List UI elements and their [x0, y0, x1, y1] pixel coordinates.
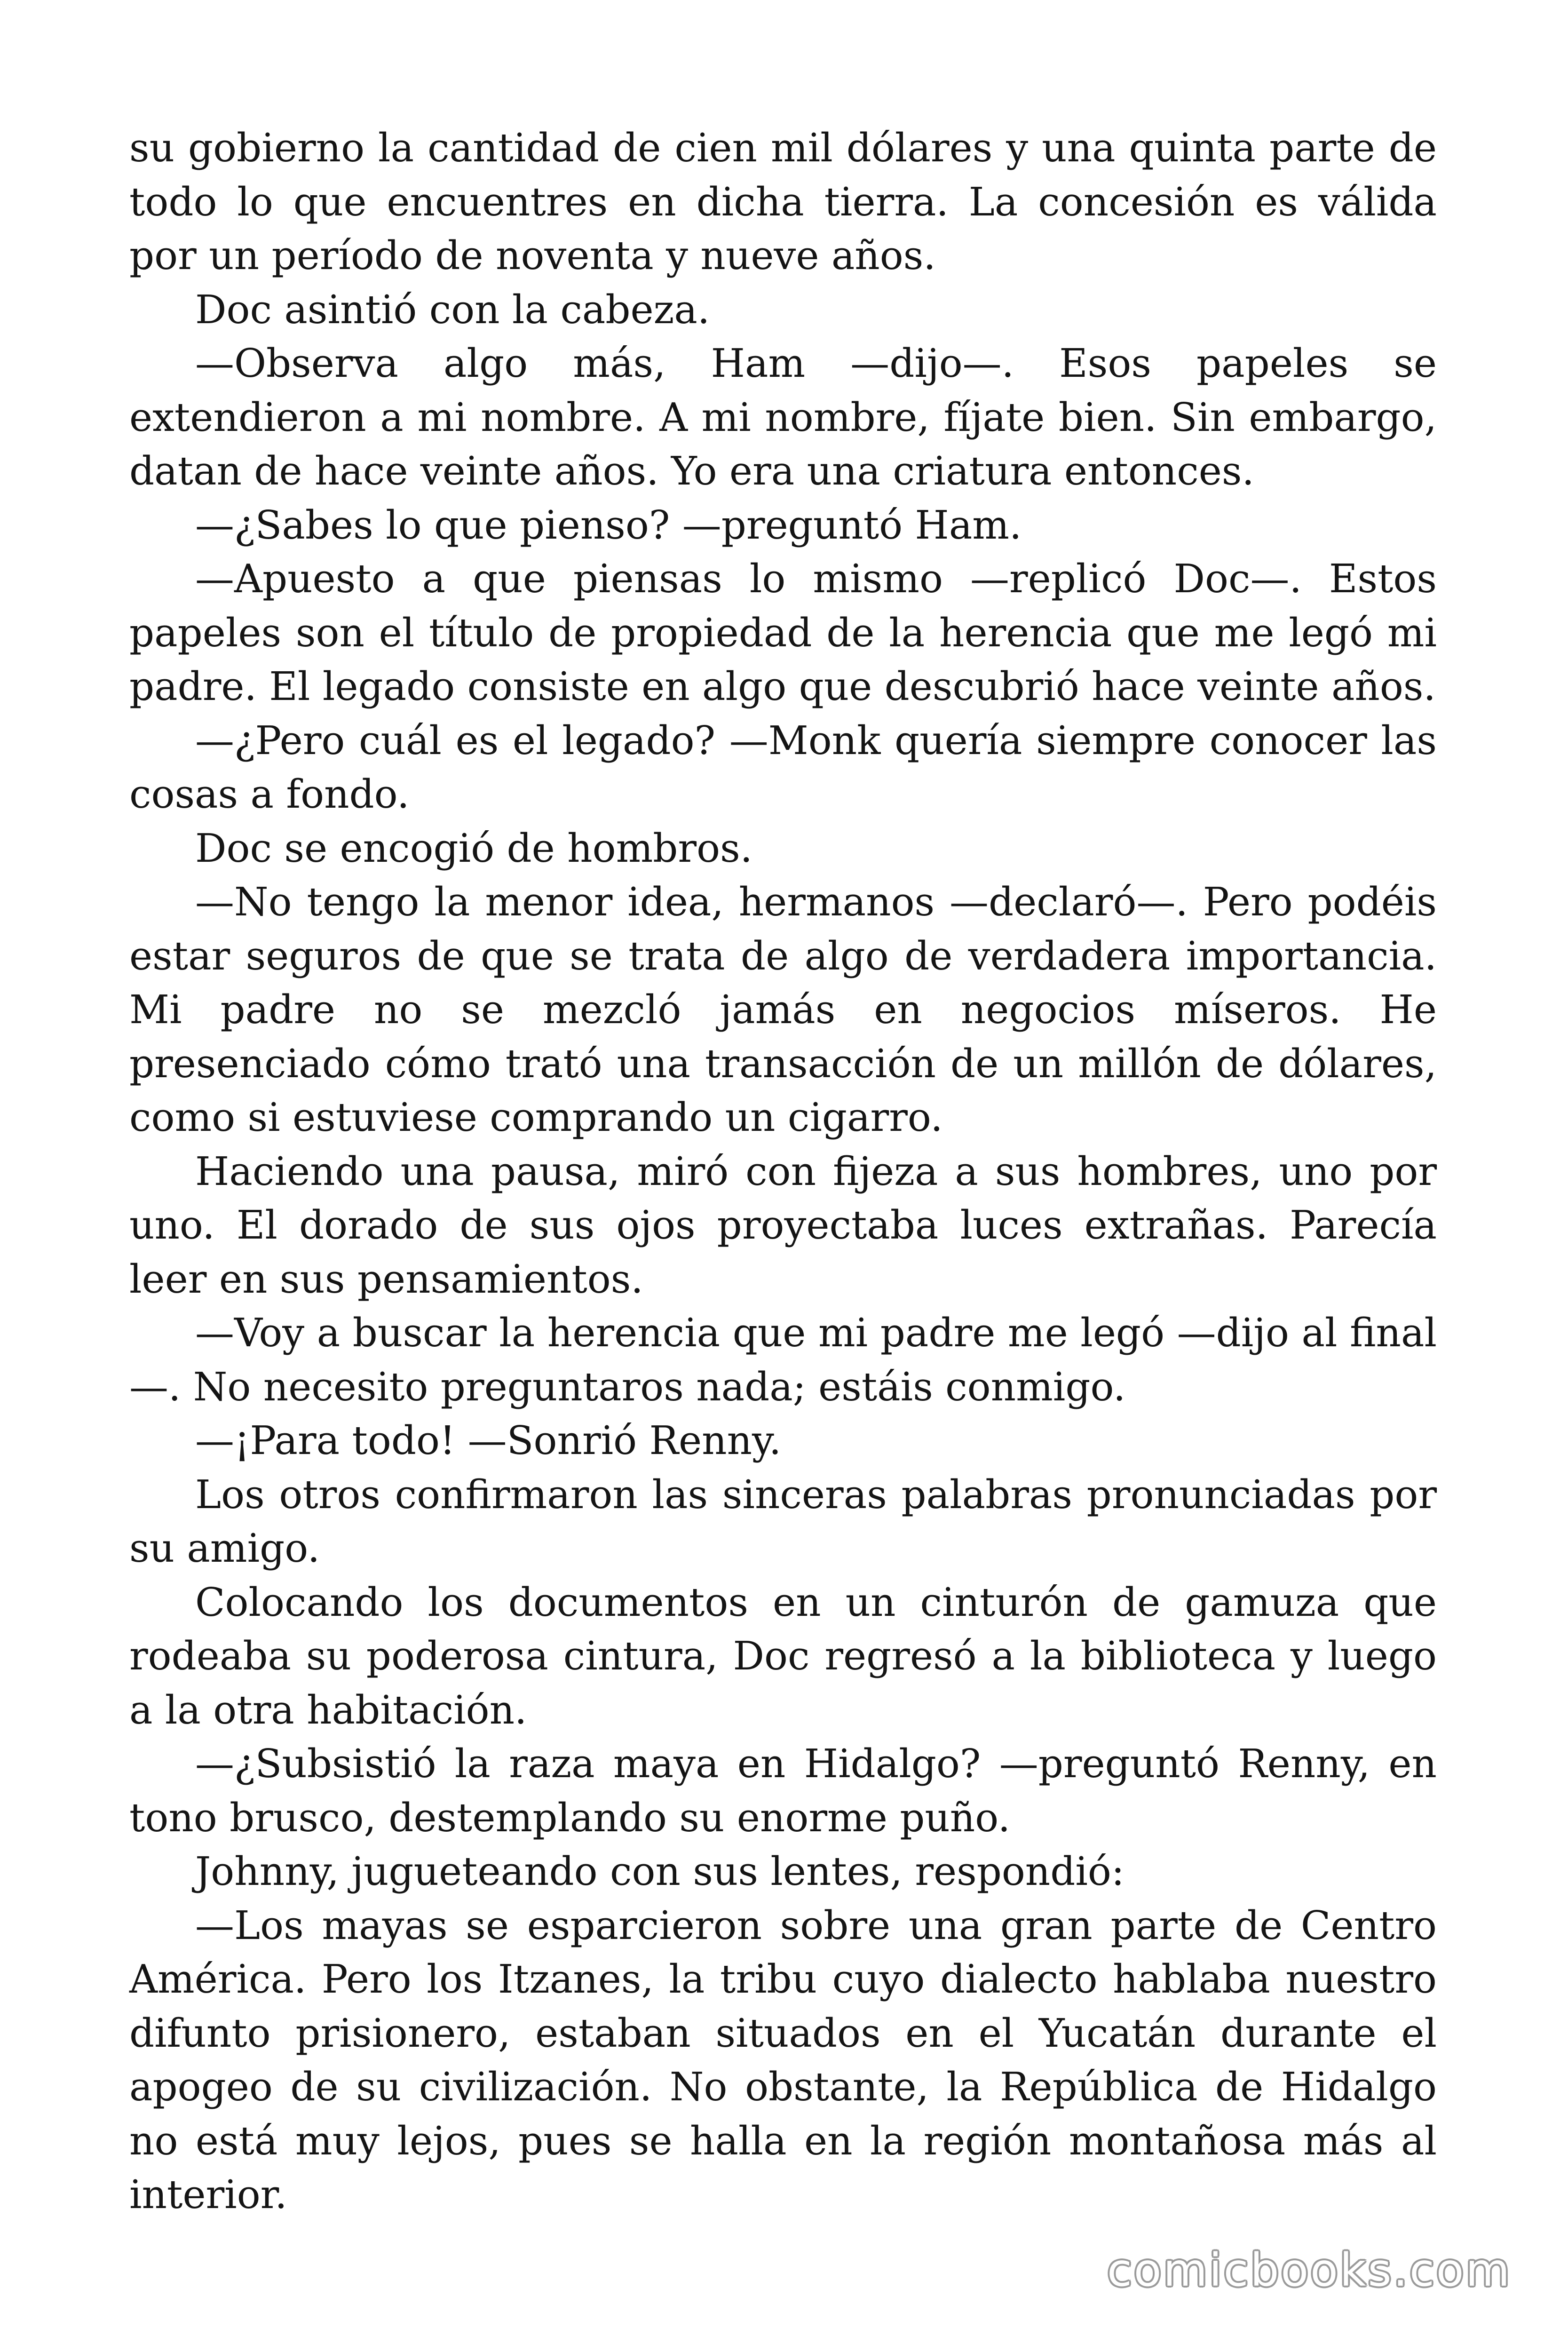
- paragraph-14: —¿Subsistió la raza maya en Hidalgo? —preguntó Renny, en tono brusco, destemplando su enorme puño.: [129, 1741, 1437, 1841]
- paragraph-16: —Los mayas se esparcieron sobre una gran parte de Centro América. Pero los Itzanes, la tribu cuyo dialecto hablaba nuestro difunto prisionero, estaban situados en el Yucatán durante el apogeo de su civilización. No obstante, la República de Hidalgo no está muy lejos, pues se halla en la región montañosa más al interior.: [129, 1902, 1437, 2217]
- paragraph-5: —Apuesto a que piensas lo mismo —replicó Doc—. Estos papeles son el título de propiedad de la herencia que me legó mi padre. El legado consiste en algo que descubrió hace veinte años.: [129, 556, 1437, 709]
- paragraph-4: —¿Sabes lo que pienso? —preguntó Ham.: [195, 502, 1022, 548]
- body-text: [129, 121, 1437, 2222]
- paragraph-3: —Observa algo más, Ham —dijo—. Esos papeles se extendieron a mi nombre. A mi nombre, fíjate bien. Sin embargo, datan de hace veinte años. Yo era una criatura entonces.: [129, 341, 1437, 494]
- paragraph-8: —No tengo la menor idea, hermanos —declaró—. Pero podéis estar seguros de que se trata de algo de verdadera importancia. Mi padre no se mezcló jamás en negocios míseros. He presenciado cómo trató una transacción de un millón de dólares, como si estuviese comprando un cigarro.: [129, 879, 1437, 1140]
- paragraph-15: Johnny, jugueteando con sus lentes, respondió:: [195, 1849, 1125, 1894]
- paragraph-9: Haciendo una pausa, miró con fijeza a sus hombres, uno por uno. El dorado de sus ojos proyectaba luces extrañas. Parecía leer en sus pensamientos.: [129, 1148, 1437, 1302]
- paragraph-12: Los otros confirmaron las sinceras palabras pronunciadas por su amigo.: [129, 1471, 1437, 1571]
- paragraph-10: —Voy a buscar la herencia que mi padre me legó —dijo al final —. No necesito preguntaros nada; estáis conmigo.: [129, 1310, 1437, 1410]
- paragraph-13: Colocando los documentos en un cinturón de gamuza que rodeaba su poderosa cintura, Doc regresó a la biblioteca y luego a la otra habitación.: [129, 1579, 1437, 1733]
- paragraph-6: —¿Pero cuál es el legado? —Monk quería siempre conocer las cosas a fondo.: [129, 717, 1437, 817]
- paragraph-11: —¡Para todo! —Sonrió Renny.: [195, 1418, 782, 1463]
- watermark: comicbooks.com: [1107, 2244, 1512, 2296]
- paragraph-1: su gobierno la cantidad de cien mil dólares y una quinta parte de todo lo que encuentres en dicha tierra. La concesión es válida por un período de noventa y nueve años.: [129, 125, 1437, 278]
- paragraph-2: Doc asintió con la cabeza.: [195, 286, 710, 333]
- paragraph-7: Doc se encogió de hombros.: [195, 825, 753, 871]
